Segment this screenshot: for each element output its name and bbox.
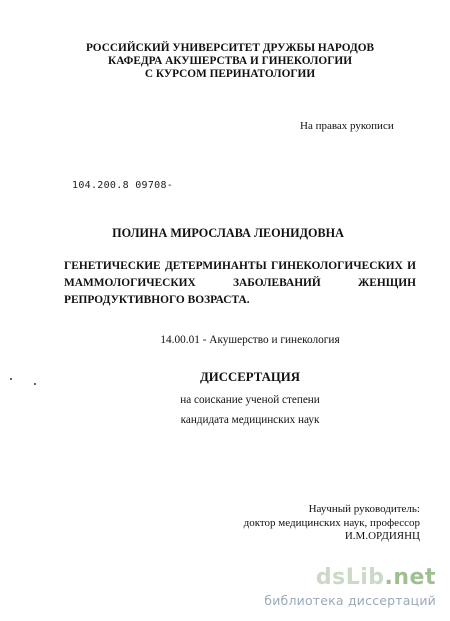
title-word: ЖЕНЩИН <box>358 277 416 289</box>
title-word: МАММОЛОГИЧЕСКИХ <box>64 277 196 289</box>
title-word: И <box>407 260 416 272</box>
degree-purpose: на соискание ученой степени <box>180 394 320 406</box>
title-word: РЕПРОДУКТИВНОГО ВОЗРАСТА. <box>64 294 250 306</box>
logo-main: dsLib <box>315 565 385 590</box>
scan-speck <box>10 378 12 380</box>
title-word: ГИНЕКОЛОГИЧЕСКИХ <box>270 260 403 272</box>
title-line-3 <box>64 292 416 309</box>
scientific-supervisor <box>200 503 420 544</box>
dissertation-title <box>64 258 416 309</box>
title-word: ГЕНЕТИЧЕСКИЕ <box>64 260 161 272</box>
title-line-2 <box>64 275 416 292</box>
university-name: РОССИЙСКИЙ УНИВЕРСИТЕТ ДРУЖБЫ НАРОДОВ <box>85 42 375 54</box>
dslib-watermark <box>262 565 440 615</box>
degree-name: кандидата медицинских наук <box>180 414 320 426</box>
logo-suffix: .net <box>384 565 436 590</box>
author-name: ПОЛИНА МИРОСЛАВА ЛЕОНИДОВНА <box>112 226 344 240</box>
title-word: ДЕТЕРМИНАНТЫ <box>164 260 267 272</box>
title-word: ЗАБОЛЕВАНИЙ <box>233 277 321 289</box>
scan-speck <box>34 383 36 385</box>
specialty-code: 14.00.01 - Акушерство и гинекология <box>160 334 340 346</box>
institution-header <box>60 42 400 81</box>
department-name: КАФЕДРА АКУШЕРСТВА И ГИНЕКОЛОГИИ <box>108 55 352 67</box>
library-stamp-number: 104.200.8 09708- <box>72 180 174 191</box>
supervisor-label: Научный руководитель: <box>308 503 420 515</box>
supervisor-name: И.М.ОРДИЯНЦ <box>344 530 420 542</box>
manuscript-rights-note: На правах рукописи <box>300 120 394 132</box>
title-line-1 <box>64 258 416 275</box>
document-type: ДИССЕРТАЦИЯ <box>199 370 301 384</box>
department-course: С КУРСОМ ПЕРИНАТОЛОГИИ <box>144 68 316 80</box>
dslib-tagline: библиотека диссертаций <box>264 593 436 608</box>
dslib-logo <box>316 565 436 590</box>
supervisor-rank: доктор медицинских наук, профессор <box>243 516 420 529</box>
